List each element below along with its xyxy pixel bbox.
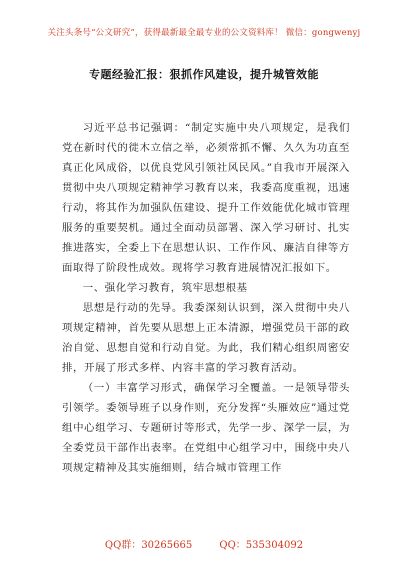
- body-paragraph: （一）丰富学习形式，确保学习全覆盖。一是领导带头引领学。委领导班子以身作则，充分发挥“头雁效应”通过党组中心组学习、专题研讨等形式，先学一步、深学一层，为全委党员干部作出表率。在党组中心组学习中，围绕中央八项规定精神及其实施细则，结合城市管理工作: [62, 382, 350, 474]
- document-body: [62, 118, 350, 478]
- contact-footer: [0, 536, 408, 551]
- intro-paragraph: 习近平总书记强调：“制定实施中央八项规定，是我们党在新时代的徙木立信之举，必须常抓不懈、久久为功直至真正化风成俗，以优良党风引领社风民风。”自我市开展深入贯彻中央八项规定精神学习教育以来，我委高度重视，迅速行动，将其作为加强队伍建设、提升工作效能优化城市管理服务的重要契机。通过全面动员部署、深入学习研讨、扎实推进落实，全委上下在思想认识、工作作风、廉洁自律等方面取得了阶段性成效。现将学习教育进展情况汇报如下。: [62, 122, 350, 274]
- qq-group-label: QQ群：30265665: [104, 540, 193, 551]
- body-paragraph: 思想是行动的先导。我委深刻认识到，深入贯彻中央八项规定精神，首先要从思想上正本清源，增强党员干部的政治自觉、思想自觉和行动自觉。为此，我们精心组织周密安排，开展了形式多样、内容丰富的学习教育活动。: [62, 302, 350, 374]
- promo-header: 关注头条号“公文研究”，获得最新最全最专业的公文资料库！ 微信：gongwenyj: [47, 28, 361, 38]
- section-heading: 一、强化学习教育，筑牢思想根基: [82, 282, 248, 294]
- qq-label: QQ：535304092: [219, 540, 304, 551]
- document-title: 专题经验汇报：狠抓作风建设，提升城管效能: [89, 68, 319, 81]
